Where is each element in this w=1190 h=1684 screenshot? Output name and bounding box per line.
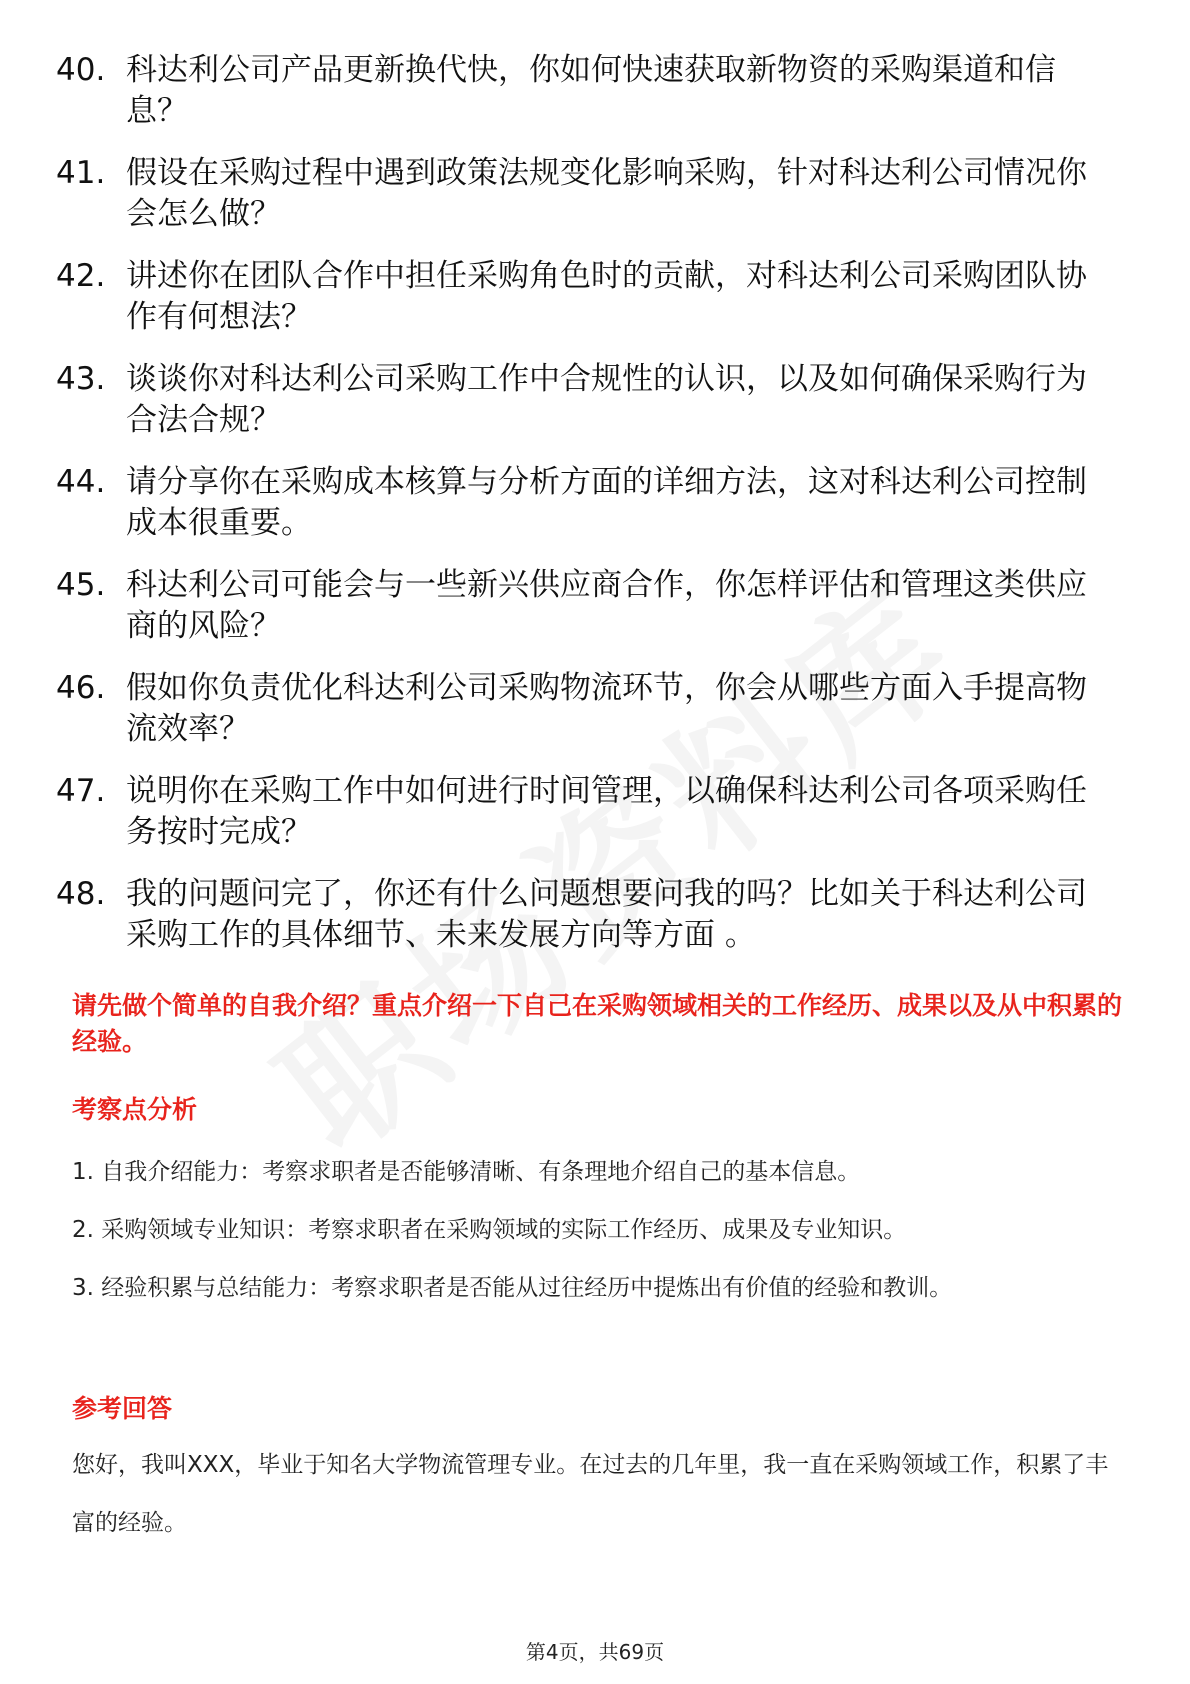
analysis-heading: 考察点分析 [72, 1095, 198, 1124]
question-text: 假如你负责优化科达利公司采购物流环节，你会从哪些方面入手提高物流效率？ [126, 670, 1087, 747]
answer-heading: 参考回答 [72, 1394, 173, 1423]
question-number: 44. [56, 464, 106, 500]
question-item [56, 153, 1116, 235]
page-footer: 第4页，共69页 [525, 1640, 665, 1664]
analysis-item: 2. 采购领域专业知识：考察求职者在采购领域的实际工作经历、成果及专业知识。 [72, 1217, 907, 1243]
highlight-question: 请先做个简单的自我介绍？重点介绍一下自己在采购领域相关的工作经历、成果以及从中积累的经验。 [72, 991, 1123, 1056]
question-text: 我的问题问完了，你还有什么问题想要问我的吗？比如关于科达利公司采购工作的具体细节、未来发展方向等方面 。 [126, 876, 1087, 953]
question-item [56, 256, 1116, 338]
question-item [56, 668, 1116, 750]
answer-text: 您好，我叫XXX，毕业于知名大学物流管理专业。在过去的几年里，我一直在采购领域工作，积累了丰富的经验。 [72, 1452, 1109, 1536]
answer-body [72, 1436, 1122, 1552]
question-text: 讲述你在团队合作中担任采购角色时的贡献，对科达利公司采购团队协作有何想法？ [126, 258, 1087, 335]
question-item [56, 462, 1116, 544]
question-item [56, 50, 1116, 132]
question-item [56, 565, 1116, 647]
question-number: 43. [56, 361, 106, 397]
question-text: 假设在采购过程中遇到政策法规变化影响采购，针对科达利公司情况你会怎么做？ [126, 155, 1087, 232]
question-list [56, 50, 1116, 977]
question-number: 46. [56, 670, 106, 706]
question-text: 说明你在采购工作中如何进行时间管理，以确保科达利公司各项采购任务按时完成？ [126, 773, 1087, 850]
question-number: 42. [56, 258, 106, 294]
analysis-list [72, 1143, 1122, 1317]
question-text: 谈谈你对科达利公司采购工作中合规性的认识，以及如何确保采购行为合法合规？ [126, 361, 1087, 438]
question-item [56, 771, 1116, 853]
question-text: 科达利公司可能会与一些新兴供应商合作，你怎样评估和管理这类供应商的风险？ [126, 567, 1087, 644]
question-item [56, 359, 1116, 441]
question-number: 45. [56, 567, 106, 603]
question-text: 请分享你在采购成本核算与分析方面的详细方法，这对科达利公司控制成本很重要。 [126, 464, 1087, 541]
question-number: 40. [56, 52, 106, 88]
question-text: 科达利公司产品更新换代快，你如何快速获取新物资的采购渠道和信息？ [126, 52, 1056, 129]
question-number: 47. [56, 773, 106, 809]
question-number: 41. [56, 155, 106, 191]
question-item [56, 874, 1116, 956]
analysis-item: 1. 自我介绍能力：考察求职者是否能够清晰、有条理地介绍自己的基本信息。 [72, 1159, 861, 1185]
analysis-item: 3. 经验积累与总结能力：考察求职者是否能从过往经历中提炼出有价值的经验和教训。 [72, 1275, 953, 1301]
question-number: 48. [56, 876, 106, 912]
